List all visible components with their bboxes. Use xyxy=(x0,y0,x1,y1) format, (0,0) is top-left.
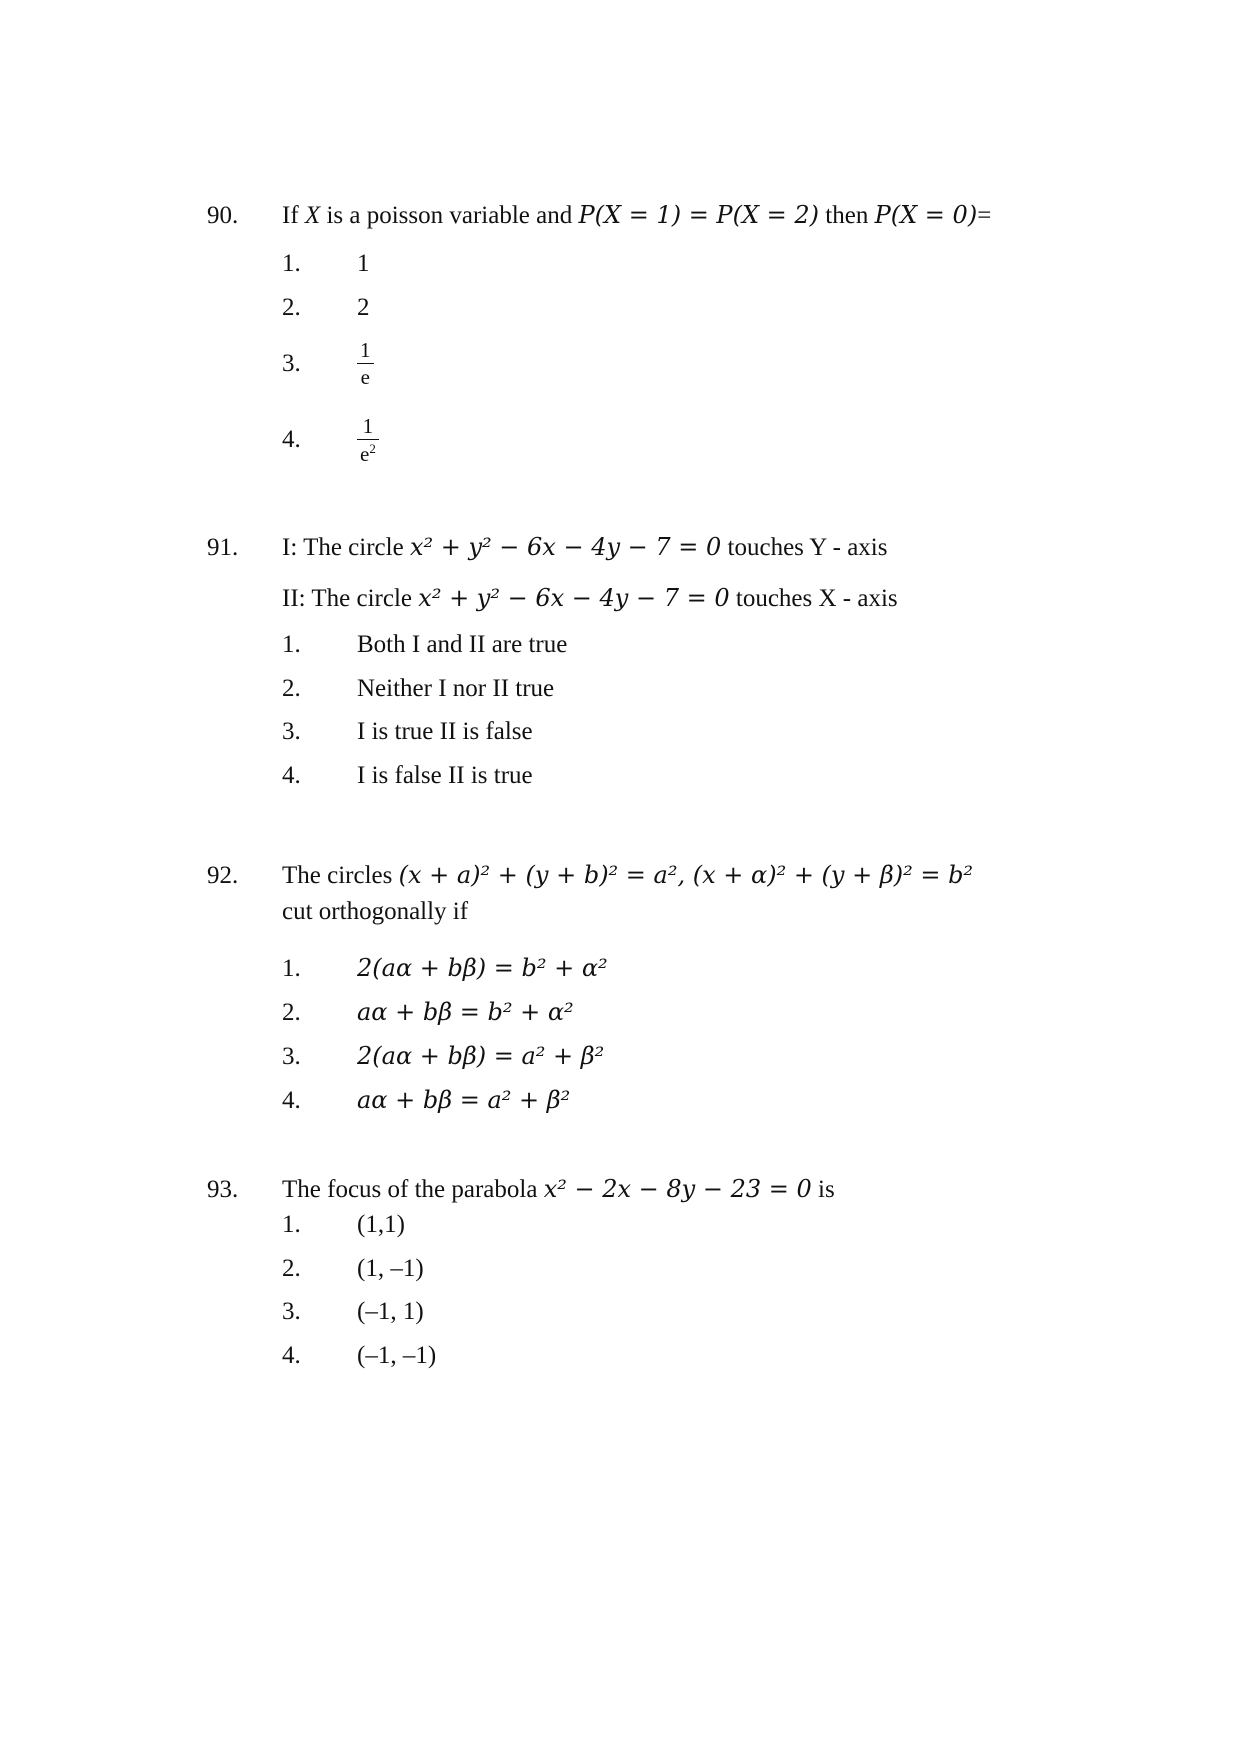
option-2[interactable]: 2. (1, –1) xyxy=(282,1255,424,1282)
option-1[interactable]: 1. 1 xyxy=(282,250,370,277)
stem-math: x² − 2x − 8y − 23 = 0 xyxy=(543,1175,812,1203)
option-3[interactable]: 3. 2(aα + bβ) = a² + β² xyxy=(282,1042,605,1070)
option-4[interactable]: 4. I is false II is true xyxy=(282,762,533,789)
option-4[interactable]: 4. $\frac{1}{e^2}$ xyxy=(282,415,379,465)
stem-math: P(X = 1) = P(X = 2) xyxy=(578,201,820,229)
question-number: 93. xyxy=(207,1176,239,1203)
stem-math: x² + y² − 6x − 4y − 7 = 0 xyxy=(418,584,730,612)
option-1[interactable]: 1. (1,1) xyxy=(282,1211,405,1238)
question-number: 90. xyxy=(207,202,239,229)
option-3[interactable]: 3. $\frac{1}{e}$ xyxy=(282,339,374,388)
question-stem: If X is a poisson variable and P(X = 1) = P(X = 2) then P(X = 0)= xyxy=(282,201,992,229)
stem-math: (x + a)² + (y + b)² = a², (x + α)² + (y + β)² = b² xyxy=(398,861,974,889)
option-3[interactable]: 3. (–1, 1) xyxy=(282,1298,424,1325)
option-4[interactable]: 4. (–1, –1) xyxy=(282,1342,437,1369)
question-stem xyxy=(282,533,1062,614)
stem-math: P(X = 0) xyxy=(874,201,978,229)
question-stem: The circles (x + a)² + (y + b)² = a², (x + α)² + (y + β)² = b² cut orthogonally if xyxy=(282,861,974,925)
option-2[interactable]: 2. 2 xyxy=(282,294,370,321)
option-2[interactable]: 2. aα + bβ = b² + α² xyxy=(282,998,574,1026)
option-4[interactable]: 4. aα + bβ = a² + β² xyxy=(282,1086,571,1114)
option-3[interactable]: 3. I is true II is false xyxy=(282,718,533,745)
question-number: 92. xyxy=(207,862,239,889)
stem-math: x² + y² − 6x − 4y − 7 = 0 xyxy=(409,533,722,561)
statement-2: II: The circle x² + y² − 6x − 4y − 7 = 0 touches X - axis xyxy=(282,584,898,612)
option-1[interactable]: 1. Both I and II are true xyxy=(282,631,568,658)
option-1[interactable]: 1. 2(aα + bβ) = b² + α² xyxy=(282,954,608,982)
statement-1: I: The circle x² + y² − 6x − 4y − 7 = 0 touches Y - axis xyxy=(282,533,888,561)
fraction: $\frac{1}{e^2}$ xyxy=(357,415,379,465)
fraction: $\frac{1}{e}$ xyxy=(357,339,374,388)
option-2[interactable]: 2. Neither I nor II true xyxy=(282,675,555,702)
question-stem: The focus of the parabola x² − 2x − 8y − 23 = 0 is xyxy=(282,1175,835,1203)
question-number: 91. xyxy=(207,534,239,561)
